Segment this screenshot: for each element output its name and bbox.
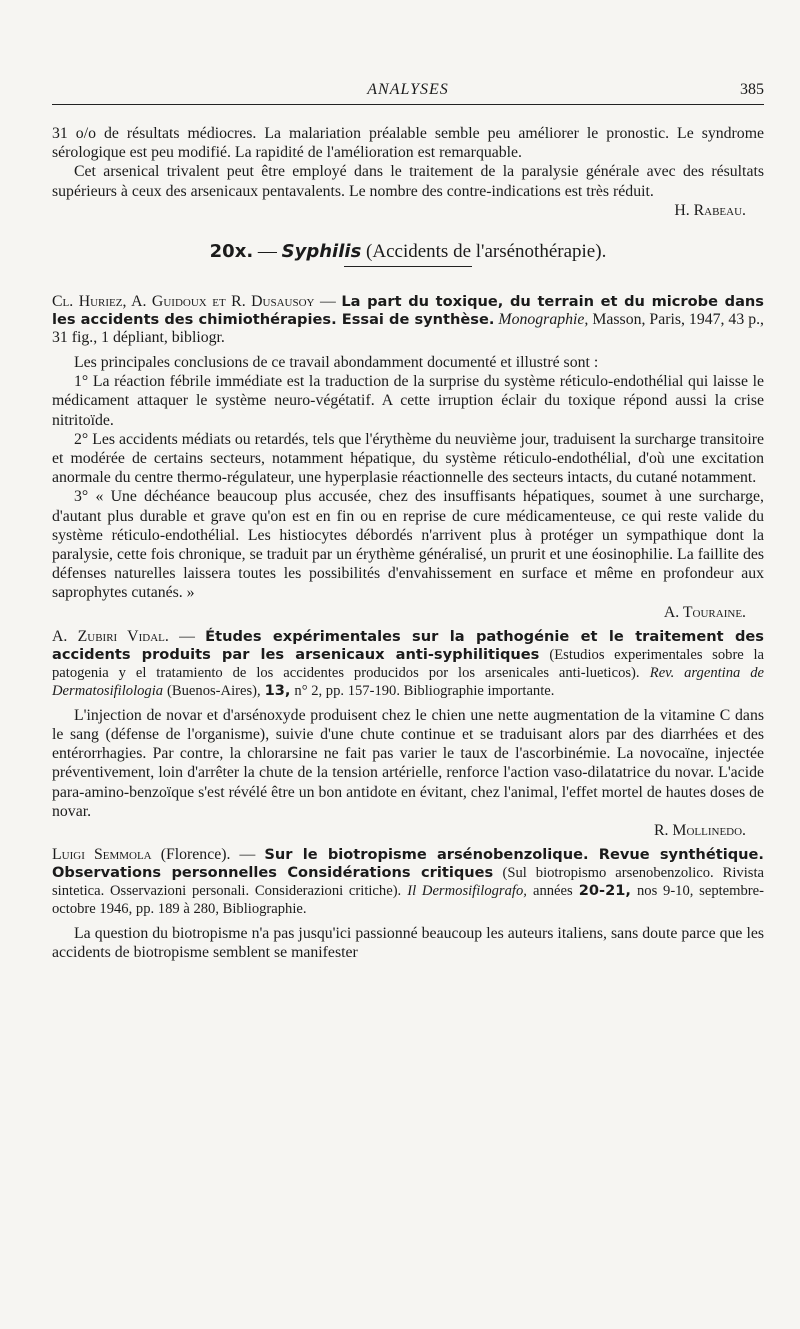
article1-point-2: 2° Les accidents médiats ou retardés, tels que l'érythème du neuvième jour, traduisent la surcharge transitoire et modérée de certains secteurs, notamment hépatique, du système réticulo-endothélial, d'où une excitation anormale du centre thermo-régulateur, une hyperplasie réactionnelle des secteurs intacts, du cutané notamment. — [52, 430, 764, 487]
article3-details: nos 9-10, septembre-octobre 1946, pp. 189 à 280, Bibliographie. — [52, 883, 764, 918]
section-heading — [52, 240, 764, 264]
article2-dash: — — [179, 627, 195, 645]
section-number: 20x. — [209, 241, 254, 263]
article3-original-title: (Sul biotropismo arsenobenzolico. Rivista sintetica. Osservazioni personali. Considerazioni critiche). — [52, 865, 764, 900]
prev-abstract-signature: H. Rabeau. — [674, 201, 746, 219]
article1-point-3: 3° « Une déchéance beaucoup plus accusée, chez des insuffisants hépatiques, soumet à une surcharge, d'autant plus durable et grave qu'on est en fin ou en reprise de cure médicamenteuse, ce qui reste valide du système réticulo-endothélial. Les histiocytes débordés n'arrivent plus à protéger un sympathique dont la paralysie, cette fois chronique, se traduit par un érythème généralisé, un prurit et une éosinophilie. La faillite des défenses naturelles laissera toutes les possibilités d'envahissement en surface et même en profondeur aux saprophytes cutanés. » — [52, 488, 764, 602]
page-number: 385 — [740, 81, 764, 98]
article3-journal: Il Dermosifilografo, — [407, 883, 527, 900]
article1-reference — [52, 293, 764, 347]
article2-reference — [52, 628, 764, 700]
article3-years: années — [532, 883, 573, 900]
running-header — [52, 76, 764, 105]
article3-reference — [52, 846, 764, 918]
article1-details: Masson, Paris, 1947, 43 p., 31 fig., 1 dépliant, bibliogr. — [52, 311, 764, 347]
article1-point-1: 1° La réaction fébrile immédiate est la traduction de la surprise du système réticulo-endothélial qui laisse le médicament attaquer le système neuro-végétatif. A cette irruption éclair du toxique répond aussi la crise nitritoïde. — [52, 373, 764, 429]
article2-body: L'injection de novar et d'arsénoxyde produisent chez le chien une nette augmentation de la vitamine C dans le sang (défense de l'organisme), suivie d'une chute continue et se traduisant alors par des diarrhées et des entérorrhagies. Par contre, la chlorarsine ne fait pas varier le taux de l'ascorbinémie. La novocaïne, injectée préventivement, loin d'arrêter la chute de la tension artérielle, renforce l'action vaso-dilatatrice du novar. L'acide para-amino-benzoïque s'est révélé être un bon antidote en évitant, chez l'animal, l'effet mortel de hautes doses de novar. — [52, 706, 764, 820]
article1-dash: — — [320, 293, 336, 311]
article2-title: Études expérimentales sur la pathogénie et le traitement des accidents produits par les arsenicaux anti-syphilitiques — [52, 627, 764, 663]
page-body — [52, 124, 764, 963]
article2-place: (Buenos-Aires), — [167, 682, 261, 699]
prev-abstract-paragraph-1: 31 o/o de résultats médiocres. La malariation préalable semble peu améliorer le pronostic. Le syndrome sérologique est peu modifié. La rapidité de l'amélioration est remarquable. — [52, 125, 764, 162]
article3-volume: 20-21, — [578, 882, 631, 900]
article3-authors: Luigi Semmola — [52, 846, 152, 864]
section-underline — [344, 266, 472, 267]
article2-signature: R. Mollinedo. — [653, 822, 746, 840]
article1-title: La part du toxique, du terrain et du microbe dans les accidents des chimiothérapies. Essai de synthèse. — [52, 293, 764, 329]
article1-authors: Cl. Huriez, A. Guidoux et R. Dusausoy — [52, 293, 315, 311]
article2-volume: 13, — [264, 681, 291, 699]
article2-authors: A. Zubiri Vidal. — [52, 627, 169, 645]
section-topic: Syphilis — [281, 241, 362, 263]
section-dash: — — [257, 241, 277, 263]
section-subtitle: (Accidents de l'arsénothérapie). — [366, 241, 607, 263]
article1-intro: Les principales conclusions de ce travail abondamment documenté et illustré sont : — [74, 354, 599, 372]
article3-body: La question du biotropisme n'a pas jusqu'ici passionné beaucoup les auteurs italiens, sans doute parce que les accidents de biotropisme semblent se manifester — [52, 925, 764, 962]
running-title: ANALYSES — [367, 81, 449, 98]
article3-dash: — — [239, 846, 256, 864]
article2-original-title: (Estudios experimentales sobre la patogenia y el tratamiento de los accidentes producidos por los arsenicales anti-lueticos). — [52, 646, 764, 681]
article2-details: n° 2, pp. 157-190. Bibliographie importante. — [294, 682, 555, 699]
article1-journal: Monographie, — [498, 311, 589, 329]
prev-abstract-paragraph-2: Cet arsenical trivalent peut être employé dans le traitement de la paralysie générale avec des résultats supérieurs à ceux des arsenicaux pentavalents. Le nombre des contre-indications est très réduit. — [52, 163, 764, 200]
article2-journal: Rev. argentina de Dermatosifilologia — [52, 664, 765, 699]
article3-place: (Florence). — [160, 846, 231, 864]
article3-title: Sur le biotropisme arsénobenzolique. Revue synthétique. Observations personnelles Considérations critiques — [52, 846, 764, 882]
article1-signature: A. Touraine. — [663, 603, 746, 621]
